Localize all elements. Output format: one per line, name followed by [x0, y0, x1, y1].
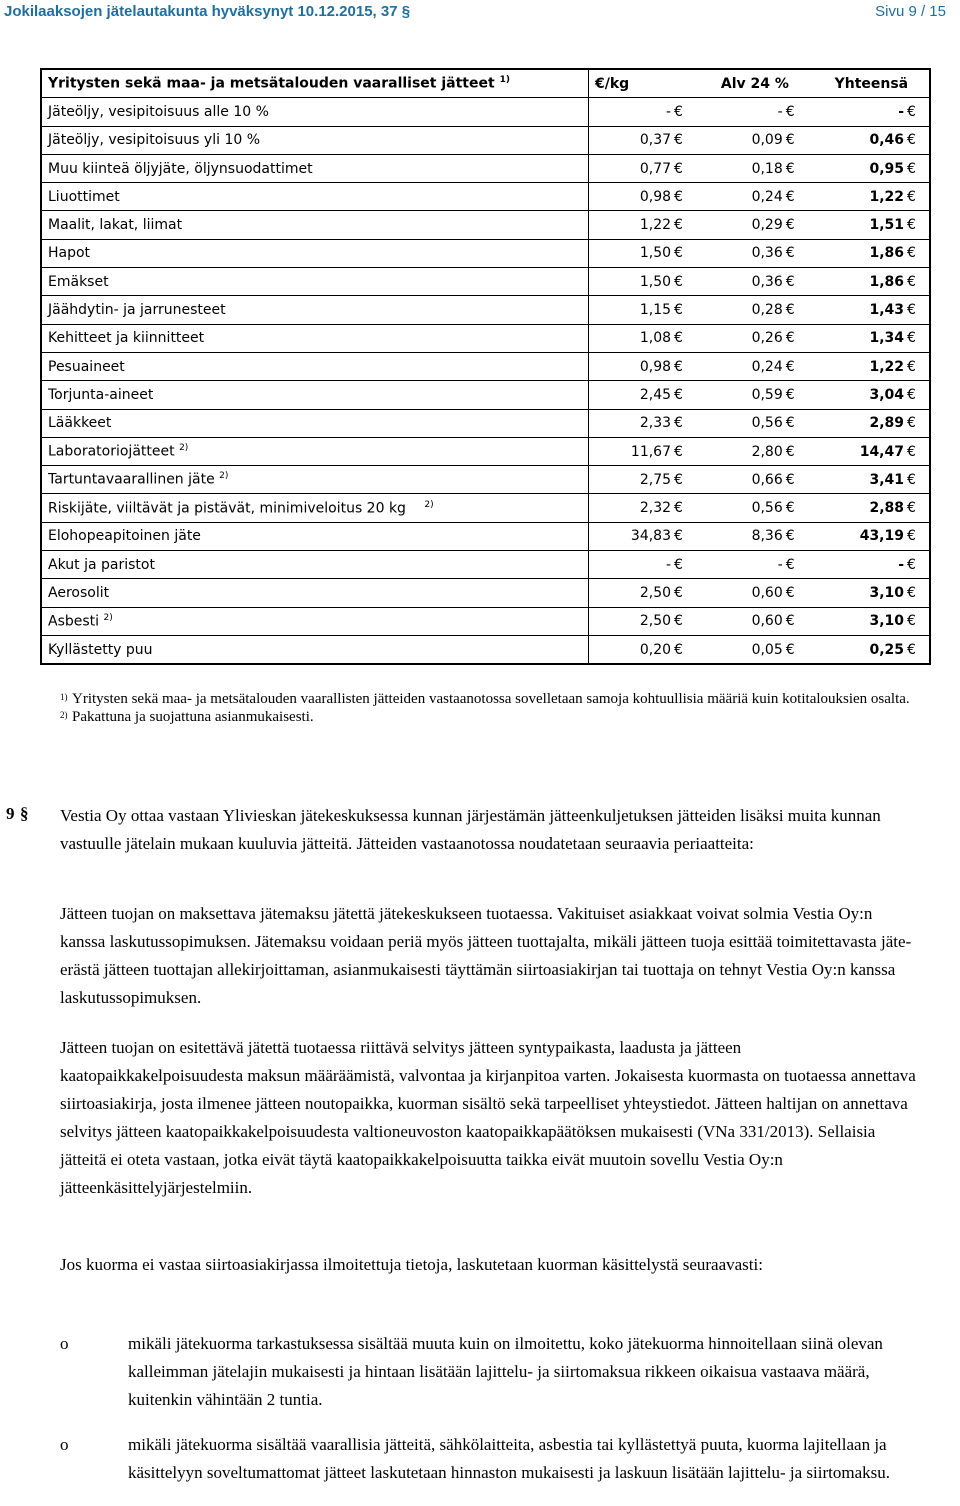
bullet-marker: o — [60, 1334, 69, 1353]
waste-type-name: Jäteöljy, vesipitoisuus alle 10 % — [48, 103, 269, 120]
section-paragraph-3: Jätteen tuojan on esitettävä jätettä tuotaessa riittävä selvitys jätteen syntypaikasta, laadusta ja jätteen kaatopaikkakelpoisuudesta maksun määräämistä, valvontaa ja kirjanpitoa varten. Jokaisesta kuormasta on tuotaessa annettava siirtoasiakirja, josta ilmenee jätteen noutopaikka, kuorman sisältö sekä tarpeelliset yhteystiedot. Jätteen haltijan on annettava selvitys jätteen kaatopaikkakelpoisuudesta valtioneuvoston kaatopaikkapäätöksen mukaisesti (VNa 331/2013). Sellaisia jätteitä ei oteta vastaan, jotka eivät täytä kaatopaikkakelpoisuutta taikka eivät muutoin sovellu Vestia Oy:n jätteenkäsittelyjärjestelmiin. — [60, 1038, 916, 1197]
currency-symbol: € — [907, 522, 930, 550]
currency-symbol: € — [907, 551, 930, 579]
price-cell: 2,33 — [589, 409, 675, 437]
page-header — [0, 0, 960, 28]
currency-symbol: € — [907, 211, 930, 239]
currency-symbol: € — [674, 579, 696, 607]
currency-symbol: € — [674, 437, 696, 465]
waste-type-cell — [41, 381, 589, 409]
vat-cell: 0,66 — [696, 466, 786, 494]
price-cell: - — [589, 551, 675, 579]
currency-symbol: € — [786, 211, 808, 239]
currency-symbol: € — [907, 98, 930, 126]
total-cell: 1,22 — [808, 352, 907, 380]
currency-symbol: € — [786, 154, 808, 182]
currency-symbol: € — [786, 183, 808, 211]
table-row — [41, 239, 930, 267]
total-cell: 3,04 — [808, 381, 907, 409]
total-cell: 1,43 — [808, 296, 907, 324]
currency-symbol: € — [786, 409, 808, 437]
table-row — [41, 607, 930, 635]
waste-type-name: Elohopeapitoinen jäte — [48, 528, 201, 545]
currency-symbol: € — [907, 607, 930, 635]
footnote-mark: 2) — [219, 471, 229, 482]
footnote-text: Pakattuna ja suojattuna asianmukaisesti. — [72, 709, 314, 725]
fee-table — [40, 68, 931, 665]
total-cell: - — [808, 551, 907, 579]
footnotes — [60, 690, 920, 726]
waste-type-cell — [41, 98, 589, 126]
footnote-mark: 2) — [179, 443, 189, 454]
bullet-marker: o — [60, 1435, 69, 1454]
currency-symbol: € — [907, 579, 930, 607]
total-cell: 3,10 — [808, 579, 907, 607]
vat-cell: 0,59 — [696, 381, 786, 409]
currency-symbol: € — [786, 579, 808, 607]
price-cell: 11,67 — [589, 437, 675, 465]
price-cell: 0,20 — [589, 635, 675, 664]
price-cell: 1,08 — [589, 324, 675, 352]
price-cell: 2,45 — [589, 381, 675, 409]
footnote-mark: 2) — [424, 499, 434, 510]
total-cell: - — [808, 98, 907, 126]
col-header-unit: €/kg — [589, 69, 697, 98]
waste-type-cell — [41, 239, 589, 267]
total-cell: 0,25 — [808, 635, 907, 664]
vat-cell: 0,26 — [696, 324, 786, 352]
waste-type-name: Muu kiinteä öljyjäte, öljynsuodattimet — [48, 160, 313, 177]
currency-symbol: € — [786, 381, 808, 409]
waste-type-cell — [41, 409, 589, 437]
table-row — [41, 268, 930, 296]
waste-type-name: Jäähdytin- ja jarrunesteet — [48, 302, 226, 319]
currency-symbol: € — [907, 126, 930, 154]
bullet-text: mikäli jätekuorma sisältää vaarallisia jätteitä, sähkölaitteita, asbestia tai kyllästettyä puuta, kuorma lajitellaan ja käsittelyyn soveltumattomat jätteet laskutetaan hinnaston mukaisesti ja laskuun lisätään lajittelu- ja siirtomaksu. — [128, 1435, 890, 1482]
vat-cell: 0,56 — [696, 494, 786, 522]
currency-symbol: € — [907, 381, 930, 409]
currency-symbol: € — [786, 324, 808, 352]
vat-cell: 0,24 — [696, 183, 786, 211]
waste-type-cell — [41, 466, 589, 494]
table-row — [41, 409, 930, 437]
vat-cell: 0,18 — [696, 154, 786, 182]
currency-symbol: € — [786, 494, 808, 522]
currency-symbol: € — [786, 98, 808, 126]
footnote-text: Yritysten sekä maa- ja metsätalouden vaarallisten jätteiden vastaanotossa sovelletaan samoja kohtuullisia määriä kuin kotitalouksien osalta. — [72, 691, 910, 707]
currency-symbol: € — [674, 211, 696, 239]
vat-cell: 0,36 — [696, 239, 786, 267]
table-row — [41, 98, 930, 126]
vat-cell: 2,80 — [696, 437, 786, 465]
footnote-2 — [60, 708, 920, 726]
currency-symbol: € — [907, 409, 930, 437]
table-row — [41, 183, 930, 211]
currency-symbol: € — [907, 154, 930, 182]
total-cell: 1,22 — [808, 183, 907, 211]
waste-type-cell — [41, 437, 589, 465]
total-cell: 1,51 — [808, 211, 907, 239]
waste-type-name: Hapot — [48, 245, 91, 262]
total-cell: 0,95 — [808, 154, 907, 182]
currency-symbol: € — [907, 268, 930, 296]
waste-type-cell — [41, 522, 589, 550]
vat-cell: 0,29 — [696, 211, 786, 239]
total-cell: 3,41 — [808, 466, 907, 494]
header-title: Jokilaaksojen jätelautakunta hyväksynyt 10.12.2015, 37 § — [4, 3, 411, 20]
currency-symbol: € — [786, 296, 808, 324]
price-cell: 2,50 — [589, 607, 675, 635]
waste-type-name: Asbesti — [48, 613, 100, 630]
waste-type-cell — [41, 183, 589, 211]
currency-symbol: € — [907, 466, 930, 494]
vat-cell: 0,36 — [696, 268, 786, 296]
price-cell: 2,75 — [589, 466, 675, 494]
vat-cell: 0,28 — [696, 296, 786, 324]
currency-symbol: € — [786, 239, 808, 267]
currency-symbol: € — [674, 635, 696, 664]
price-cell: 2,50 — [589, 579, 675, 607]
section-paragraph-2: Jätteen tuojan on maksettava jätemaksu jätettä jätekeskukseen tuotaessa. Vakituiset asiakkaat voivat solmia Vestia Oy:n kanssa laskutussopimuksen. Jätemaksu voidaan periä myös jätteen tuottajalta, mikäli jätteen tuoja esittää toimitettavasta jäte-erästä jätteen tuottajan allekirjoittaman, asianmukaisesti täyttämän siirtoasiakirjan tai tuottaja on tehnyt Vestia Oy:n kanssa laskutussopimuksen. — [60, 904, 912, 1007]
price-cell: 0,98 — [589, 183, 675, 211]
waste-type-name: Pesuaineet — [48, 358, 125, 375]
price-cell: 1,50 — [589, 239, 675, 267]
currency-symbol: € — [674, 409, 696, 437]
total-cell: 2,89 — [808, 409, 907, 437]
total-cell: 3,10 — [808, 607, 907, 635]
waste-type-cell — [41, 126, 589, 154]
currency-symbol: € — [907, 494, 930, 522]
table-row — [41, 296, 930, 324]
currency-symbol: € — [674, 154, 696, 182]
total-cell: 1,34 — [808, 324, 907, 352]
bullet-text: mikäli jätekuorma tarkastuksessa sisältää muuta kuin on ilmoitettu, koko jätekuorma hinnoitellaan siinä olevan kalleimman jätelajin mukaisesti ja hintaan lisätään lajittelu- ja siirtomaksua rikkeen oikaisua vastaava määrä, kuitenkin vähintään 2 tuntia. — [128, 1334, 883, 1409]
waste-type-name: Aerosolit — [48, 584, 110, 601]
section-paragraph-1: Vestia Oy ottaa vastaan Ylivieskan jätekeskuksessa kunnan järjestämän jätteenkuljetuksen jätteiden lisäksi muita kunnan vastuulle jätelain mukaan kuuluvia jätteitä. Jätteiden vastaanotossa noudatetaan seuraavia periaatteita: — [60, 806, 881, 853]
table-row — [41, 324, 930, 352]
waste-type-name: Tartuntavaarallinen jäte — [48, 472, 215, 489]
price-cell: 1,50 — [589, 268, 675, 296]
price-cell: 2,32 — [589, 494, 675, 522]
table-row — [41, 126, 930, 154]
section-paragraph-4: Jos kuorma ei vastaa siirtoasiakirjassa ilmoitettuja tietoja, laskutetaan kuorman käsittelystä seuraavasti: — [60, 1255, 763, 1274]
table-row — [41, 522, 930, 550]
table-row — [41, 352, 930, 380]
table-title — [41, 69, 589, 98]
waste-type-name: Riskijäte, viiltävät ja pistävät, minimiveloitus 20 kg — [48, 500, 406, 517]
currency-symbol: € — [907, 352, 930, 380]
currency-symbol: € — [674, 239, 696, 267]
section-number: 9 — [6, 804, 15, 823]
table-row — [41, 381, 930, 409]
waste-type-cell — [41, 296, 589, 324]
currency-symbol: € — [674, 352, 696, 380]
currency-symbol: € — [907, 437, 930, 465]
currency-symbol: € — [907, 635, 930, 664]
total-cell: 2,88 — [808, 494, 907, 522]
currency-symbol: € — [674, 183, 696, 211]
price-cell: 1,22 — [589, 211, 675, 239]
table-header-row — [41, 69, 930, 98]
vat-cell: 0,60 — [696, 579, 786, 607]
waste-type-cell — [41, 352, 589, 380]
currency-symbol: € — [907, 324, 930, 352]
currency-symbol: € — [907, 296, 930, 324]
vat-cell: - — [696, 98, 786, 126]
price-cell: 0,37 — [589, 126, 675, 154]
currency-symbol: € — [786, 126, 808, 154]
waste-type-cell — [41, 211, 589, 239]
waste-type-cell — [41, 579, 589, 607]
price-cell: 0,77 — [589, 154, 675, 182]
currency-symbol: € — [674, 494, 696, 522]
waste-type-name: Jäteöljy, vesipitoisuus yli 10 % — [48, 132, 261, 149]
waste-type-cell — [41, 324, 589, 352]
waste-type-cell — [41, 635, 589, 664]
vat-cell: 0,56 — [696, 409, 786, 437]
currency-symbol: € — [786, 437, 808, 465]
waste-type-name: Laboratoriojätteet — [48, 443, 175, 460]
total-cell: 0,46 — [808, 126, 907, 154]
table-row — [41, 494, 930, 522]
footnote-mark: 2) — [103, 612, 113, 623]
currency-symbol: € — [786, 607, 808, 635]
footnote-mark: 1) — [60, 692, 68, 702]
col-header-vat: Alv 24 % — [696, 69, 808, 98]
price-cell: 0,98 — [589, 352, 675, 380]
page-number: Sivu 9 / 15 — [875, 3, 946, 20]
footnote-1 — [60, 690, 920, 708]
table-row — [41, 579, 930, 607]
currency-symbol: € — [786, 268, 808, 296]
currency-symbol: € — [786, 635, 808, 664]
table-body — [41, 98, 930, 664]
waste-type-name: Liuottimet — [48, 188, 120, 205]
waste-type-cell — [41, 494, 589, 522]
waste-type-cell — [41, 154, 589, 182]
currency-symbol: € — [674, 296, 696, 324]
currency-symbol: € — [674, 381, 696, 409]
total-cell: 1,86 — [808, 239, 907, 267]
table-row — [41, 635, 930, 664]
footnote-mark: 2) — [60, 710, 68, 720]
table-title-text: Yritysten sekä maa- ja metsätalouden vaaralliset jätteet — [48, 75, 495, 92]
total-cell: 1,86 — [808, 268, 907, 296]
total-cell: 14,47 — [808, 437, 907, 465]
table-row — [41, 154, 930, 182]
currency-symbol: € — [674, 551, 696, 579]
waste-type-name: Emäkset — [48, 273, 109, 290]
currency-symbol: € — [674, 522, 696, 550]
table-row — [41, 211, 930, 239]
vat-cell: 8,36 — [696, 522, 786, 550]
waste-type-name: Maalit, lakat, liimat — [48, 217, 183, 234]
waste-type-name: Kehitteet ja kiinnitteet — [48, 330, 205, 347]
currency-symbol: € — [786, 522, 808, 550]
table-title-footnote-mark: 1) — [499, 75, 510, 86]
waste-type-name: Akut ja paristot — [48, 556, 155, 573]
section-symbol: § — [20, 804, 29, 823]
currency-symbol: € — [674, 126, 696, 154]
currency-symbol: € — [674, 98, 696, 126]
currency-symbol: € — [786, 551, 808, 579]
currency-symbol: € — [907, 239, 930, 267]
currency-symbol: € — [674, 324, 696, 352]
currency-symbol: € — [907, 183, 930, 211]
vat-cell: 0,09 — [696, 126, 786, 154]
waste-type-name: Lääkkeet — [48, 415, 112, 432]
col-header-total: Yhteensä — [808, 69, 930, 98]
currency-symbol: € — [674, 466, 696, 494]
price-cell: - — [589, 98, 675, 126]
waste-type-name: Kyllästetty puu — [48, 641, 153, 658]
total-cell: 43,19 — [808, 522, 907, 550]
waste-type-cell — [41, 268, 589, 296]
waste-type-cell — [41, 551, 589, 579]
table-row — [41, 437, 930, 465]
waste-type-name: Torjunta-aineet — [48, 386, 154, 403]
currency-symbol: € — [786, 466, 808, 494]
price-cell: 1,15 — [589, 296, 675, 324]
currency-symbol: € — [674, 607, 696, 635]
table-row — [41, 466, 930, 494]
vat-cell: 0,24 — [696, 352, 786, 380]
currency-symbol: € — [786, 352, 808, 380]
price-cell: 34,83 — [589, 522, 675, 550]
table-row — [41, 551, 930, 579]
waste-type-cell — [41, 607, 589, 635]
currency-symbol: € — [674, 268, 696, 296]
vat-cell: 0,05 — [696, 635, 786, 664]
vat-cell: 0,60 — [696, 607, 786, 635]
vat-cell: - — [696, 551, 786, 579]
